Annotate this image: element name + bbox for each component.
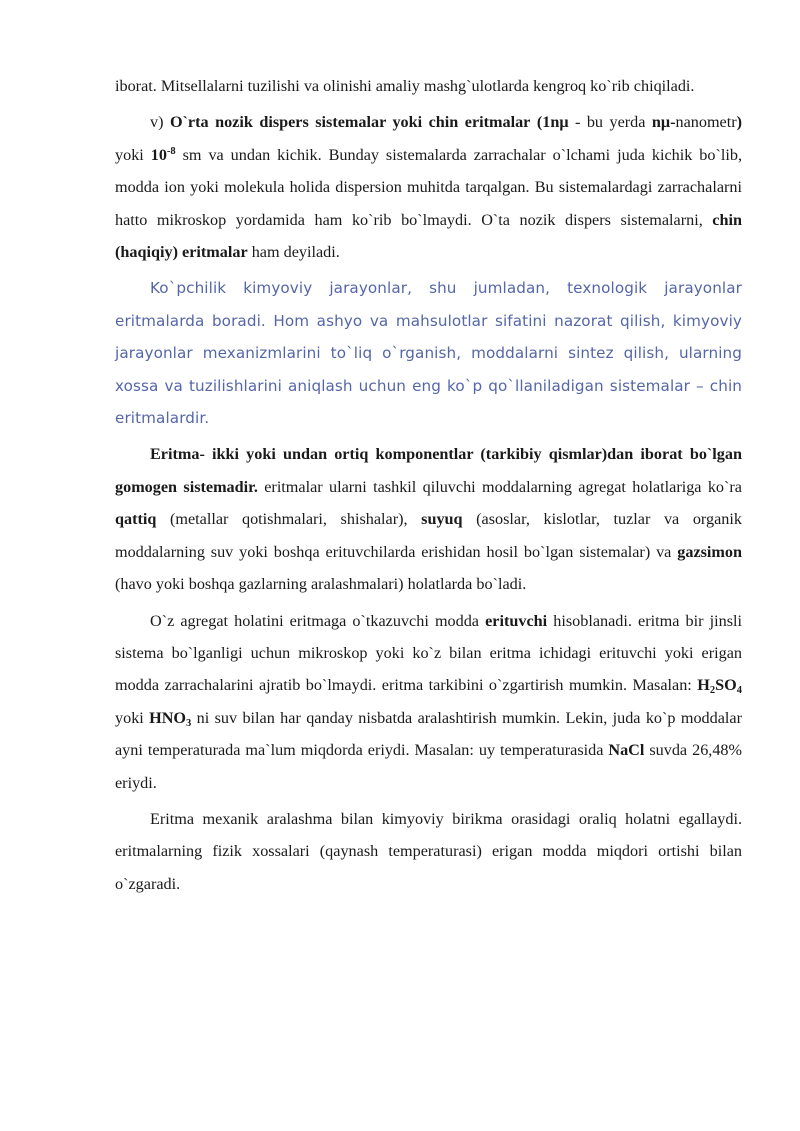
bold-term: NaCl <box>608 741 645 760</box>
subscript: 2 <box>709 685 716 697</box>
text-run: eritmalar ularni tashkil qiluvchi moddalarning agregat holatlariga ko`ra <box>257 477 742 496</box>
text-run: suvda 26,48% eriydi. <box>115 741 743 792</box>
text-run: yoki <box>115 676 751 727</box>
formula-part: H <box>697 676 710 695</box>
text-run: O`z agregat holatini eritmaga o`tkazuvchi modda <box>150 611 486 630</box>
bold-term: (1nμ <box>536 113 569 132</box>
bold-term: nμ- <box>651 113 676 132</box>
bold-term: qattiq <box>115 510 157 529</box>
paragraph-5 <box>115 605 751 799</box>
superscript: -8 <box>166 145 176 157</box>
bold-term: gazsimon <box>677 542 742 561</box>
bold-term: ) <box>736 113 743 132</box>
text-run: ni suv bilan har qanday nisbatda aralashtirish mumkin. Lekin, juda ko`p moddalar ayni temperaturada ma`lum miqdorda eriydi. Masalan: uy temperaturasida <box>115 708 742 760</box>
text-run: (metallar qotishmalari, shishalar), <box>156 510 422 529</box>
text-run: (havo yoki boshqa gazlarning aralashmalari) holatlarda bo`ladi. <box>115 575 527 594</box>
subscript: 4 <box>736 685 742 697</box>
text-run: yoki <box>115 145 151 164</box>
bold-term: suyuq <box>421 510 463 529</box>
paragraph-3 <box>115 272 742 434</box>
bold-term: O`rta nozik dispers sistemalar yoki chin eritmalar <box>169 113 531 132</box>
text-run: - bu yerda <box>568 113 652 132</box>
bold-term: chin (haqiqiy) eritmalar <box>115 210 742 262</box>
paragraph-1 <box>115 70 742 102</box>
document-page <box>115 70 751 904</box>
paragraph-2 <box>115 106 742 268</box>
text-run: Eritma mexanik aralashma bilan kimyoviy birikma orasidagi oraliq holatni egallaydi. eritmalarning fizik xossalari (qaynash temperaturasi) erigan modda miqdori ortishi bilan o`zgaradi. <box>115 809 742 893</box>
bold-term: erituvchi <box>485 611 548 630</box>
text-run: sm va undan kichik. Bunday sistemalarda zarrachalar o`lchami juda kichik bo`lib, modda ion yoki molekula holida dispersion muhitda tarqalgan. Bu sistemalardagi zarrachalarni hatto mikroskop yordamida ham ko`rib bo`lmaydi. O`ta nozik dispers sistemalarni, <box>115 145 743 229</box>
text-run: Ko`pchilik kimyoviy jarayonlar, shu jumladan, texnologik jarayonlar eritmalarda boradi. Hom ashyo va mahsulotlar sifatini nazorat qilish, kimyoviy jarayonlar mexanizmlarini to`liq o`rganish, moddalarni sintez qilish, ularning xossa va tuzilishlarini aniqlash uchun eng ko`p qo`llaniladigan sistemalar – chin eritmalardir. <box>115 279 742 428</box>
bold-term: 10 <box>150 145 167 164</box>
text-run: v) <box>150 113 170 132</box>
definition-bold: Eritma- ikki yoki undan ortiq komponentlar (tarkibiy qismlar)dan iborat bo`lgan gomogen sistemadir. <box>115 445 742 496</box>
text-run: hisoblanadi. eritma bir jinsli sistema bo`lganligi uchun mikroskop yoki ko`z bilan eritma ichidagi erituvchi yoki erigan modda zarrachalarini ajratib bo`lmaydi. eritma tarkibini o`zgartirish mumkin. Masalan: <box>115 611 742 695</box>
formula-h2so4 <box>697 676 742 697</box>
text-run: nanometr <box>675 113 737 132</box>
paragraph-4 <box>115 438 742 600</box>
text-run: ham deyiladi. <box>247 243 340 262</box>
formula-part: SO <box>715 676 737 695</box>
text-run: (asoslar, kislotlar, tuzlar va organik moddalarning suv yoki boshqa erituvchilarda erishidan hosil bo`lgan sistemalar) va <box>115 510 742 561</box>
subscript: 3 <box>186 717 192 729</box>
text-run: iborat. Mitsellalarni tuzilishi va olinishi amaliy mashg`ulotlarda kengroq ko`rib chiqiladi. <box>115 77 695 95</box>
formula-part: HNO <box>149 708 187 727</box>
paragraph-6 <box>115 803 742 900</box>
formula-hno3 <box>149 709 191 727</box>
